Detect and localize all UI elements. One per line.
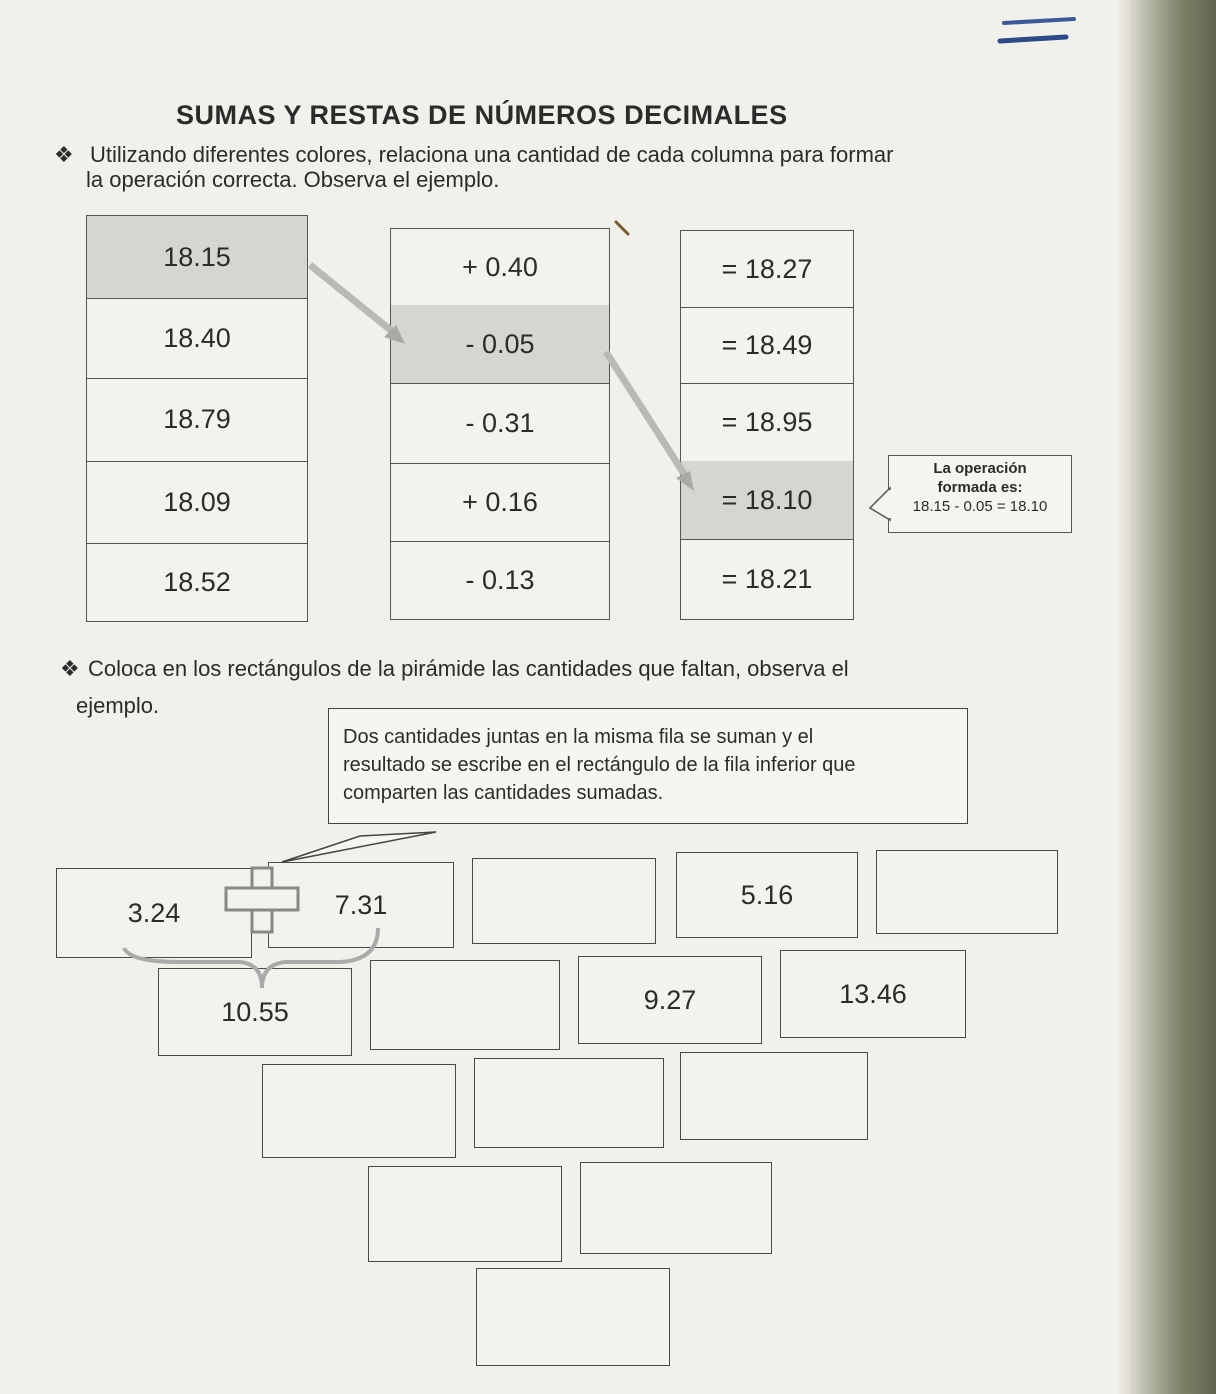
middle-cell: + 0.40 <box>391 229 609 306</box>
worksheet-title: SUMAS Y RESTAS DE NÚMEROS DECIMALES <box>176 100 788 130</box>
note-line-3: comparten las cantidades sumadas. <box>343 782 664 804</box>
right-cell: = 18.21 <box>721 563 813 594</box>
right-cell: = 18.95 <box>681 383 853 462</box>
bullet-icon: ❖ <box>54 142 74 167</box>
pyramid-box[interactable]: 3.24 <box>56 868 252 958</box>
note-line-2: resultado se escribe en el rectángulo de la fila inferior que <box>343 754 856 776</box>
example-arrow-2 <box>606 352 694 491</box>
middle-cell: - 0.05 <box>391 305 609 384</box>
instruction-2-line-2: ejemplo. <box>76 693 160 718</box>
pyramid-box[interactable]: 10.55 <box>158 968 352 1056</box>
callout-line-1: La operación <box>933 460 1027 477</box>
callout-pointer <box>870 488 890 520</box>
right-cell: = 18.10 <box>681 461 853 540</box>
right-cell: = 18.27 <box>681 231 853 308</box>
note-pointer <box>282 832 436 862</box>
middle-cell: - 0.13 <box>465 564 535 595</box>
middle-cell: + 0.16 <box>391 463 609 542</box>
left-cell: 18.09 <box>87 461 307 544</box>
sum-brace-icon <box>124 928 378 988</box>
instruction-1-line-2: la operación correcta. Observa el ejemplo. <box>86 167 500 192</box>
left-cell: 18.40 <box>87 298 307 379</box>
example-arrow-1 <box>310 265 405 344</box>
pyramid-box[interactable]: 7.31 <box>268 862 454 948</box>
left-cell: 18.15 <box>87 216 307 299</box>
instruction-1-line-1: Utilizando diferentes colores, relaciona una cantidad de cada columna para formar <box>90 142 894 167</box>
pyramid-box[interactable]: 9.27 <box>578 956 762 1044</box>
instruction-2-line-1: Coloca en los rectángulos de la pirámide las cantidades que faltan, observa el <box>88 656 849 681</box>
callout-line-3: 18.15 - 0.05 = 18.10 <box>912 498 1048 515</box>
plus-icon <box>226 868 298 932</box>
pyramid-box[interactable]: 5.16 <box>676 852 858 938</box>
note-line-1: Dos cantidades juntas en la misma fila se suman y el <box>343 726 814 748</box>
pyramid-box[interactable]: 13.46 <box>780 950 966 1038</box>
right-cell: = 18.49 <box>681 307 853 384</box>
middle-cell: - 0.31 <box>391 383 609 464</box>
bullet-icon: ❖ <box>60 656 80 681</box>
left-cell: 18.79 <box>87 378 307 462</box>
left-cell: 18.52 <box>163 566 231 597</box>
callout-line-2: formada es: <box>937 479 1023 496</box>
